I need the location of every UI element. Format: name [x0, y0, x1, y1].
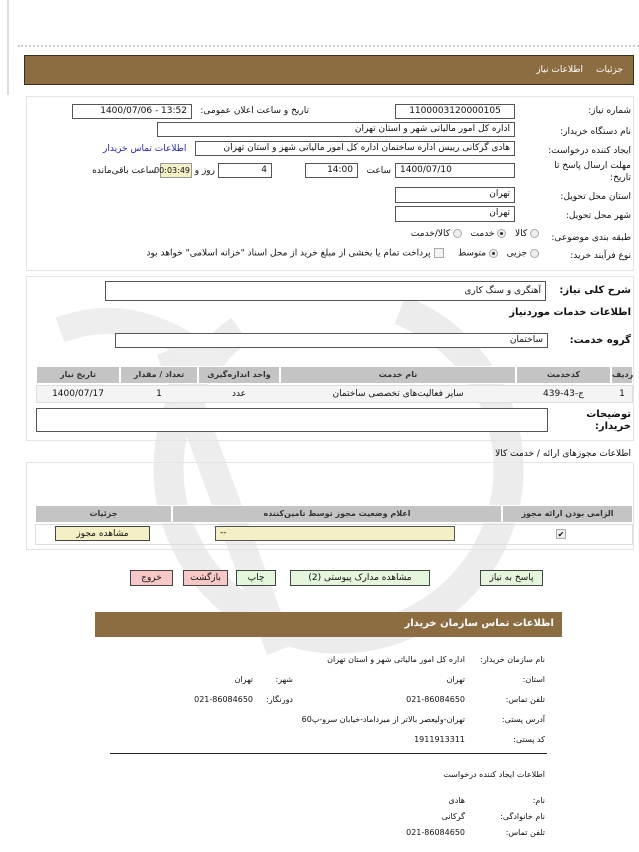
city-value: تهران [234, 675, 253, 684]
buyer-contact-link[interactable]: اطلاعات تماس خریدار [103, 144, 187, 154]
col-name: نام خدمت [280, 366, 516, 384]
category-radio-group [411, 229, 539, 239]
phone-label: تلفن تماس: [505, 695, 545, 704]
days-field: 4 [218, 163, 272, 178]
remaining-label: ساعت باقی‌مانده [92, 166, 156, 176]
time-label: ساعت [366, 166, 391, 176]
treasury-note: پرداخت تمام یا بخشی از مبلغ خرید از محل اسناد "خزانه اسلامی" خواهد بود [146, 248, 431, 259]
city-label: شهر: [275, 675, 293, 684]
province-field: تهران [395, 187, 515, 203]
permits-title: اطلاعات مجوزهای ارائه / خدمت کالا [495, 449, 631, 459]
notes-label: توضیحات خریدار: [586, 409, 631, 432]
col-qty: تعداد / مقدار [120, 366, 198, 384]
radio-minor-label: جزیی [506, 248, 528, 259]
contact-divider [110, 753, 547, 754]
top-nav-bar [24, 55, 634, 85]
creator-label: ایجاد کننده درخواست: [548, 146, 631, 156]
announce-label: تاریخ و ساعت اعلان عمومی: [200, 106, 309, 116]
radio-goods[interactable] [530, 229, 539, 238]
dotted-divider [18, 45, 639, 47]
phone-value: 021-86084650 [406, 695, 465, 704]
creator-phone-value: 021-86084650 [406, 828, 465, 837]
cell-row: 1 [619, 389, 625, 399]
col-code: کدخدمت [516, 366, 611, 384]
creator-info-title: اطلاعات ایجاد کننده درخواست [443, 770, 545, 779]
services-title: اطلاعات خدمات موردنیاز [509, 307, 631, 318]
left-border [7, 0, 9, 95]
radio-medium-label: متوسط [457, 248, 487, 259]
days-label: روز و [194, 166, 215, 176]
view-permit-button[interactable]: مشاهده مجوز [55, 526, 150, 541]
name-label: نام: [532, 796, 545, 805]
creator-field: هادی گرکانی رییس اداره ساختمان اداره کل امور مالیاتی شهر و استان تهران [195, 141, 515, 156]
col-permit-details: جزئیات [35, 505, 172, 523]
address-label: آدرس پستی: [501, 715, 545, 724]
name-value: هادی [448, 796, 465, 805]
notes-field [36, 408, 548, 432]
province-label: استان: [522, 675, 545, 684]
province-value: تهران [446, 675, 465, 684]
category-label: طبقه بندی موضوعی: [551, 233, 631, 243]
creator-phone-label: تلفن تماس: [505, 828, 545, 837]
announce-field: 1400/07/06 - 13:52 [72, 104, 192, 119]
deadline-date-field: 1400/07/10 [395, 163, 515, 178]
tab-details[interactable]: جزئیات [596, 65, 623, 75]
address-value: تهران-ولیعصر بالاتر از میرداماد-خیابان سرو-پ60 [301, 715, 465, 724]
city-field: تهران [395, 206, 515, 222]
radio-service-label: خدمت [470, 229, 495, 239]
deadline-time-field: 14:00 [305, 163, 358, 178]
buyer-label: نام دستگاه خریدار: [560, 127, 631, 137]
summary-field: آهنگری و سنگ کاری [105, 281, 546, 301]
col-permit-required: الزامی بودن ارائه مجوز [502, 505, 633, 523]
postal-label: کد پستی: [513, 735, 545, 744]
cell-name: سایر فعالیت‌های تخصصی ساختمان [332, 389, 464, 399]
family-label: نام خانوادگی: [500, 812, 545, 821]
province-label: استان محل تحویل: [560, 192, 631, 202]
treasury-checkbox[interactable] [434, 248, 444, 258]
org-label: نام سازمان خریدار: [480, 655, 545, 664]
permit-status-field[interactable]: -- [215, 526, 455, 541]
need-number-label: شماره نیاز: [588, 106, 631, 116]
col-date: تاریخ نیاز [36, 366, 120, 384]
radio-service[interactable] [497, 229, 506, 238]
group-label: گروه خدمت: [569, 335, 631, 346]
cell-qty: 1 [156, 389, 162, 399]
family-value: گرکانی [441, 812, 465, 821]
contact-header [95, 612, 562, 637]
col-unit: واحد اندازه‌گیری [198, 366, 280, 384]
radio-minor[interactable] [530, 249, 539, 258]
summary-label: شرح کلی نیاز: [559, 285, 631, 296]
cell-date: 1400/07/17 [52, 389, 104, 399]
contact-title: اطلاعات تماس سازمان خریدار [404, 618, 554, 629]
attachments-button[interactable]: مشاهده مدارک پیوستی (2) [290, 570, 430, 586]
radio-medium[interactable] [489, 249, 498, 258]
permit-required-checkbox[interactable]: ✔ [557, 530, 565, 539]
remaining-time-field: 00:03:49 [160, 163, 192, 178]
cell-unit: عدد [231, 389, 247, 399]
city-label: شهر محل تحویل: [565, 211, 631, 221]
deadline-label: مهلت ارسال پاسخ تا تاریخ: [554, 161, 631, 183]
radio-goods-service-label: کالا/خدمت [410, 229, 451, 239]
buyer-field: اداره کل امور مالیاتی شهر و استان تهران [157, 122, 515, 137]
col-row: ردیف [611, 366, 633, 384]
need-number-field: 1100003120000105 [395, 104, 515, 119]
cell-code: ج-43-439 [543, 389, 584, 399]
process-radio-group [147, 248, 539, 259]
reply-button[interactable]: پاسخ به نیاز [480, 570, 543, 586]
fax-value: 021-86084650 [194, 695, 253, 704]
postal-value: 1911913311 [414, 735, 465, 744]
exit-button[interactable]: خروج [130, 570, 173, 586]
back-button[interactable]: بازگشت [183, 570, 228, 586]
tab-need-info[interactable]: اطلاعات نیاز [536, 65, 583, 75]
radio-goods-label: کالا [514, 229, 528, 239]
print-button[interactable]: چاپ [236, 570, 276, 586]
radio-goods-service[interactable] [453, 229, 462, 238]
fax-label: دورنگار: [266, 695, 293, 704]
org-value: اداره کل امور مالیاتی شهر و استان تهران [327, 655, 465, 664]
process-label: نوع فرآیند خرید: [570, 251, 631, 261]
col-permit-status: اعلام وضعیت مجوز توسط تامین‌کننده [172, 505, 502, 523]
group-field: ساختمان [115, 333, 548, 348]
